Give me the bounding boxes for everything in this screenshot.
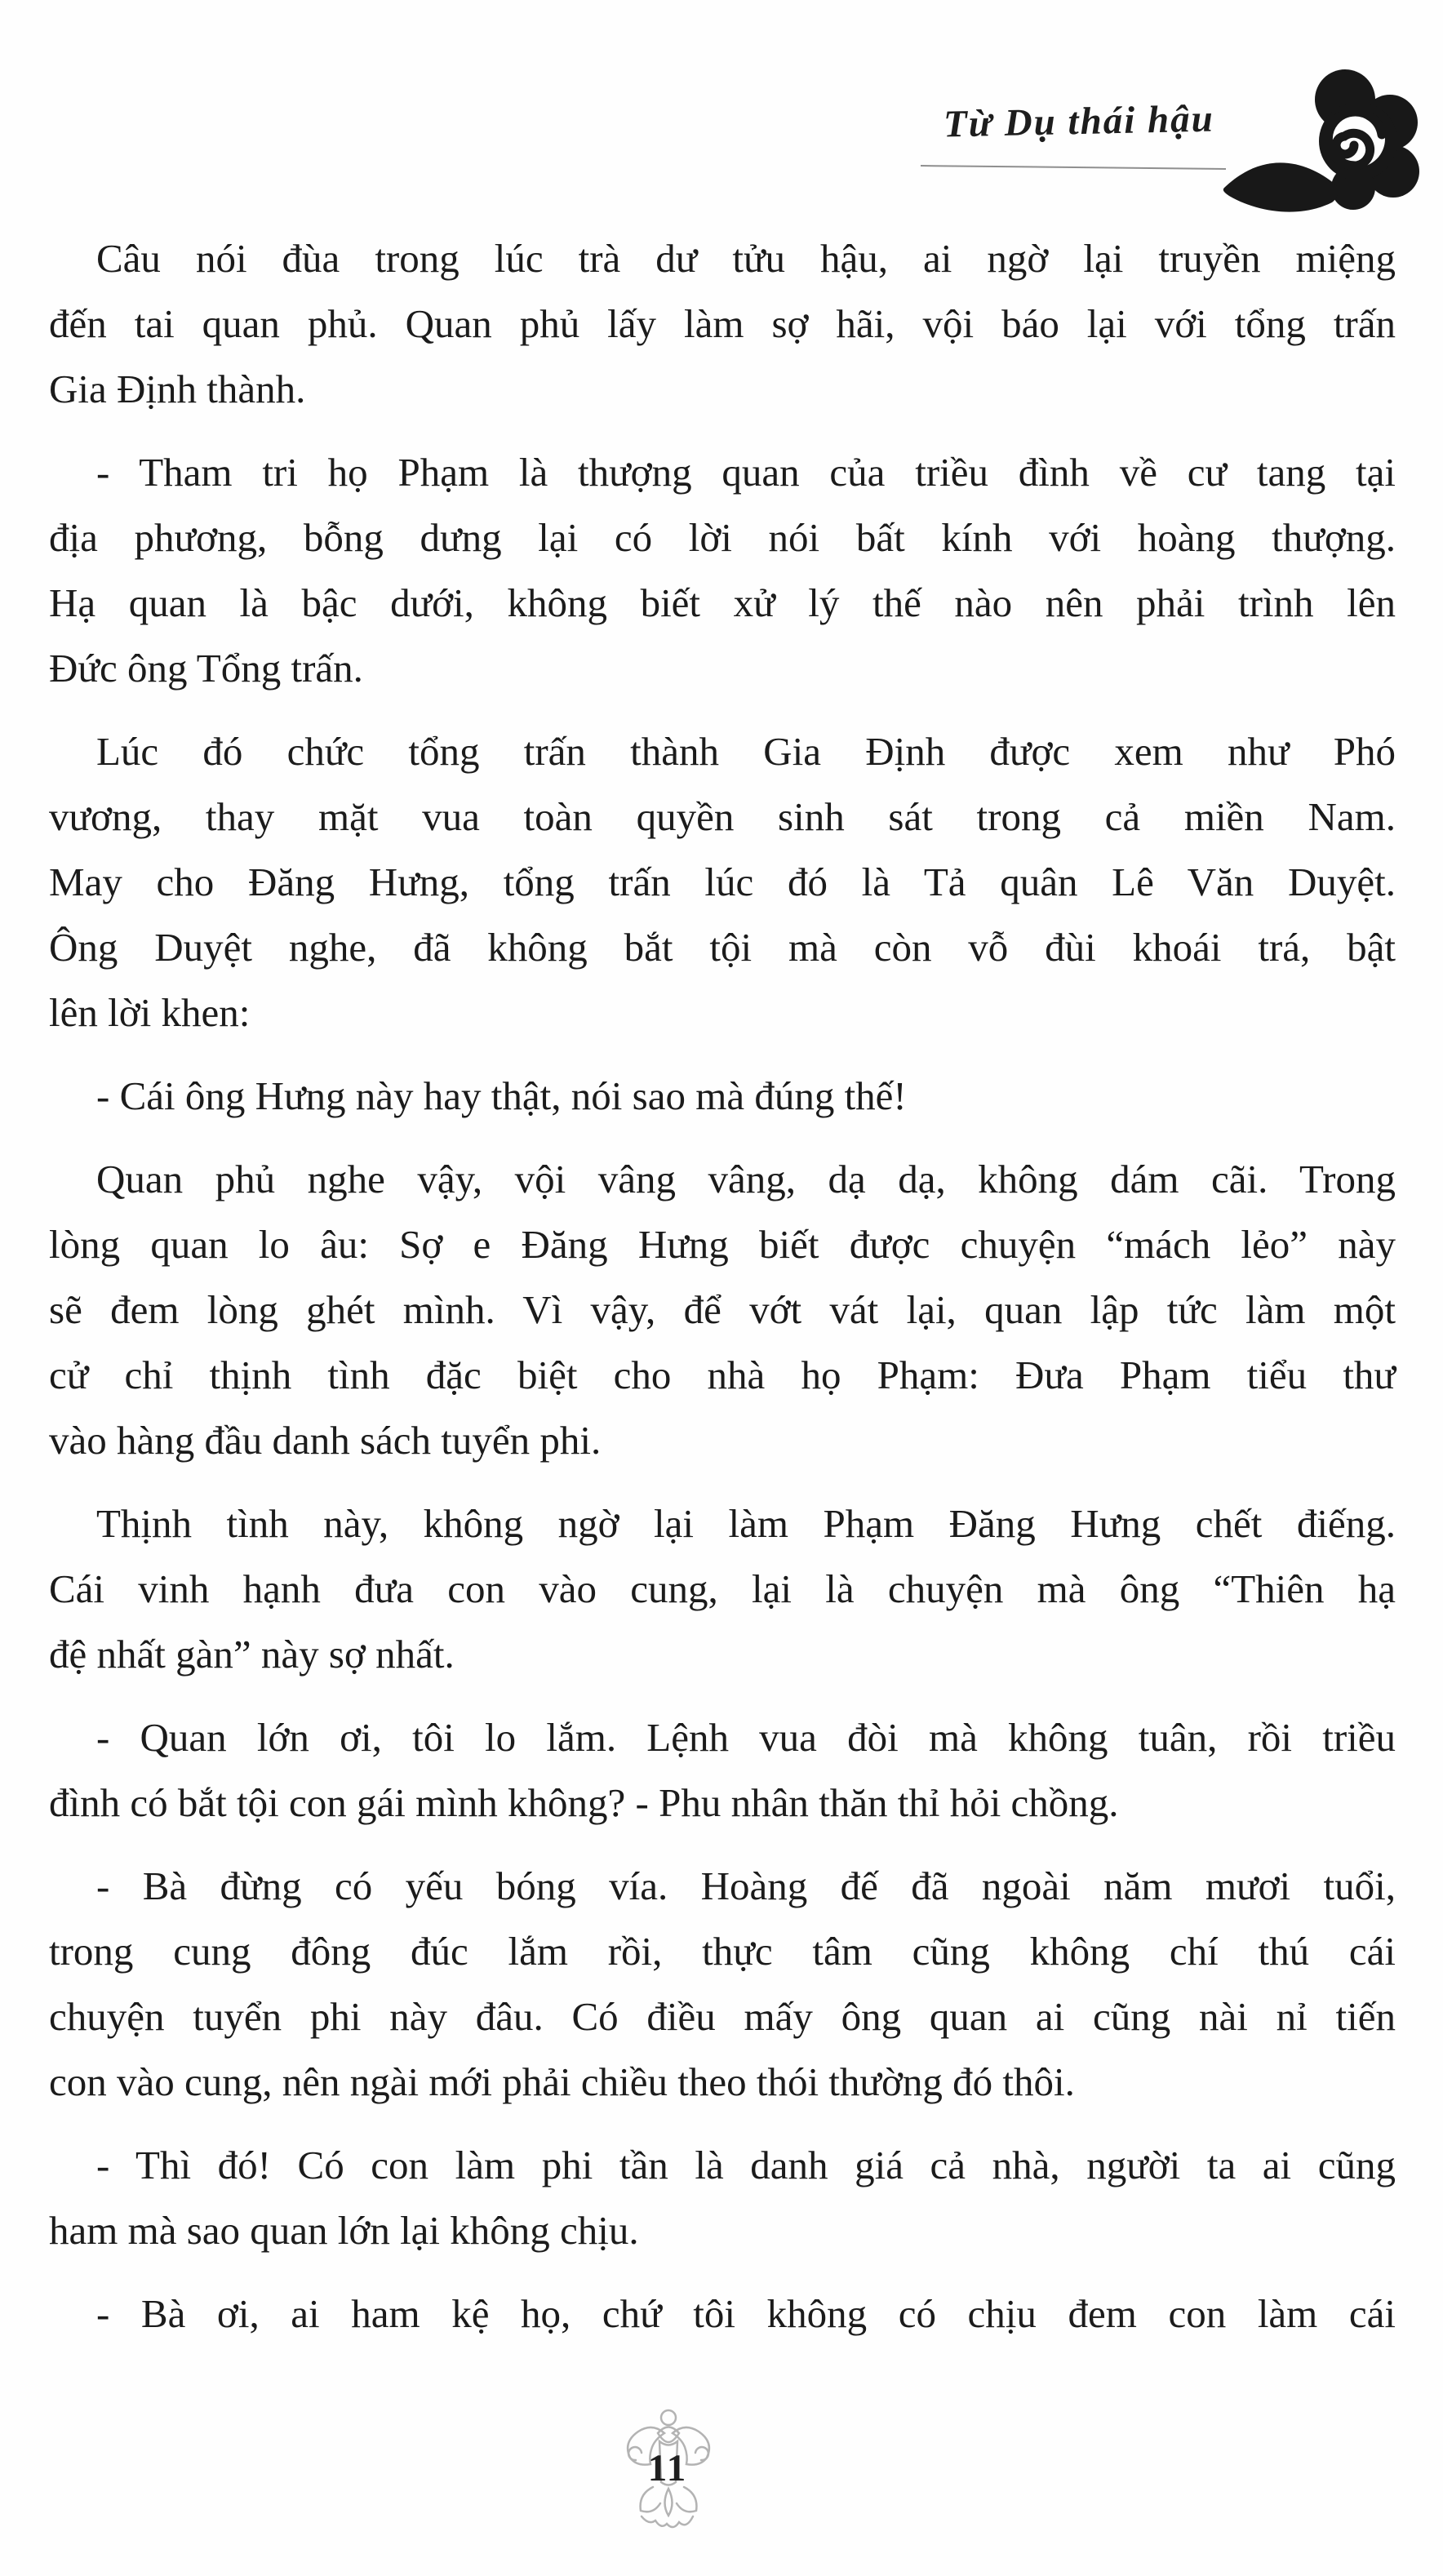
page-number: 11 [647,2447,688,2489]
text-line: Ông Duyệt nghe, đã không bắt tội mà còn vỗ đùi khoái trá, bật [49,925,1396,970]
paragraph [49,440,1396,701]
text-line: đến tai quan phủ. Quan phủ lấy làm sợ hãi, vội báo lại với tổng trấn [49,301,1396,346]
text-line: - Thì đó! Có con làm phi tần là danh giá cả nhà, người ta ai cũng [96,2143,1396,2187]
book-title: Từ Dụ thái hậu [943,97,1215,146]
body-text [49,226,1396,2347]
text-line: trong cung đông đúc lắm rồi, thực tâm cũng không chí thú cái [49,1929,1396,1974]
text-line: Lúc đó chức tổng trấn thành Gia Định được xem như Phó [96,729,1396,774]
text-line: địa phương, bỗng dưng lại có lời nói bất kính với hoàng thượng. [49,515,1396,560]
text-line: Thịnh tình này, không ngờ lại làm Phạm Đăng Hưng chết điếng. [96,1501,1396,1546]
text-line: sẽ đem lòng ghét mình. Vì vậy, để vớt vát lại, quan lập tức làm một [49,1287,1396,1332]
text-line: lên lời khen: [49,990,251,1035]
text-line: cử chỉ thịnh tình đặc biệt cho nhà họ Phạm: Đưa Phạm tiểu thư [49,1352,1396,1397]
running-head [0,0,1443,220]
text-line: ham mà sao quan lớn lại không chịu. [49,2208,639,2253]
text-line: Gia Định thành. [49,366,306,411]
text-line: Quan phủ nghe vậy, vội vâng vâng, dạ dạ, không dám cãi. Trong [96,1157,1396,1201]
text-line: đệ nhất gàn” này sợ nhất. [49,1632,455,1677]
text-line: vào hàng đầu danh sách tuyển phi. [49,1418,602,1463]
text-line: Đức ông Tổng trấn. [49,646,363,691]
paragraph [49,1705,1396,1836]
text-line: - Quan lớn ơi, tôi lo lắm. Lệnh vua đòi mà không tuân, rồi triều [96,1715,1396,1760]
text-line: đình có bắt tội con gái mình không? - Phu nhân thăn thỉ hỏi chồng. [49,1780,1119,1825]
text-line: chuyện tuyển phi này đâu. Có điều mấy ông quan ai cũng nài nỉ tiến [49,1994,1396,2039]
text-line: vương, thay mặt vua toàn quyền sinh sát trong cả miền Nam. [49,794,1396,839]
text-line: Câu nói đùa trong lúc trà dư tửu hậu, ai ngờ lại truyền miệng [96,236,1396,281]
text-line: Hạ quan là bậc dưới, không biết xử lý thế nào nên phải trình lên [49,580,1396,625]
paragraph [49,1854,1396,2115]
paragraph [49,226,1396,422]
text-line: May cho Đăng Hưng, tổng trấn lúc đó là Tả quân Lê Văn Duyệt. [49,859,1396,904]
text-line: Cái vinh hạnh đưa con vào cung, lại là chuyện mà ông “Thiên hạ [49,1566,1396,1611]
header-rule [921,165,1226,170]
paragraph [49,1491,1396,1687]
paragraph [49,719,1396,1046]
paragraph [49,2281,1396,2347]
text-line: - Bà đừng có yếu bóng vía. Hoàng đế đã ngoài năm mươi tuổi, [96,1863,1396,1908]
paragraph [49,1147,1396,1473]
cloud-swirl-ornament-icon [1221,57,1425,216]
text-line: lòng quan lo âu: Sợ e Đăng Hưng biết được chuyện “mách lẻo” này [49,1222,1396,1267]
paragraph [49,2133,1396,2263]
text-line: con vào cung, nên ngài mới phải chiều theo thói thường đó thôi. [49,2059,1075,2104]
text-line: - Bà ơi, ai ham kệ họ, chứ tôi không có chịu đem con làm cái [96,2291,1396,2336]
paragraph [49,1064,1396,1129]
footer [610,2404,725,2534]
text-line: - Cái ông Hưng này hay thật, nói sao mà đúng thế! [96,1073,907,1118]
text-line: - Tham tri họ Phạm là thượng quan của triều đình về cư tang tại [96,450,1396,495]
